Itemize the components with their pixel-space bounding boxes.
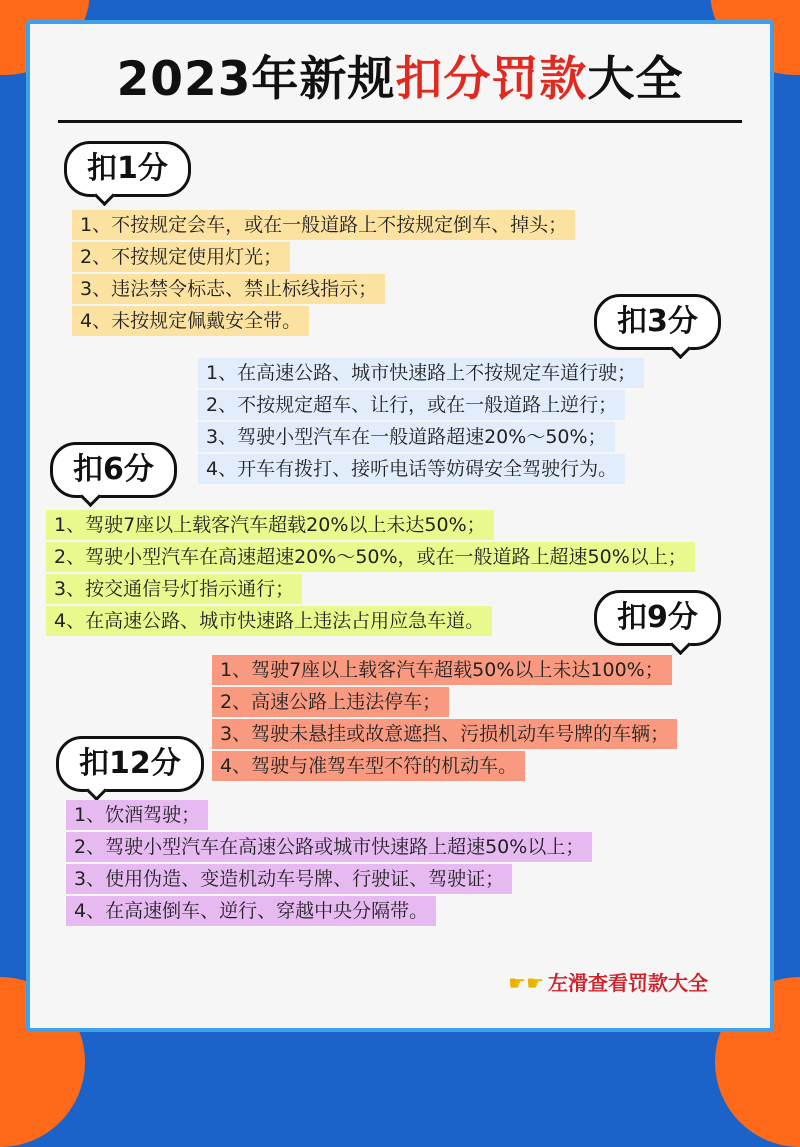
section-deduct-12 — [66, 800, 592, 928]
title-highlight: 扣分罚款 — [395, 52, 588, 107]
page-title — [40, 50, 760, 110]
badge-deduct-9: 扣9分 — [594, 590, 721, 646]
badge-deduct-3: 扣3分 — [594, 294, 721, 350]
list-item: 2、不按规定使用灯光； — [72, 242, 290, 272]
title-suffix: 大全 — [587, 52, 684, 107]
list-item: 1、驾驶7座以上载客汽车超载50%以上未达100%； — [212, 655, 672, 685]
title-divider — [58, 120, 742, 123]
list-item: 4、开车有拨打、接听电话等妨碍安全驾驶行为。 — [198, 454, 625, 484]
list-item: 1、不按规定会车，或在一般道路上不按规定倒车、掉头； — [72, 210, 575, 240]
list-item: 2、不按规定超车、让行，或在一般道路上逆行； — [198, 390, 625, 420]
badge-deduct-6: 扣6分 — [50, 442, 177, 498]
list-item: 4、在高速公路、城市快速路上违法占用应急车道。 — [46, 606, 492, 636]
pointing-hands-icon: ☛☛ — [508, 971, 544, 995]
list-item: 1、驾驶7座以上载客汽车超载20%以上未达50%； — [46, 510, 494, 540]
section-deduct-3 — [198, 358, 644, 486]
swipe-hint-text: 左滑查看罚款大全 — [548, 971, 708, 995]
badge-deduct-12: 扣12分 — [56, 736, 204, 792]
list-item: 2、驾驶小型汽车在高速超速20%～50%，或在一般道路上超速50%以上； — [46, 542, 695, 572]
section-deduct-1 — [72, 210, 575, 338]
list-item: 4、在高速倒车、逆行、穿越中央分隔带。 — [66, 896, 436, 926]
list-item: 3、驾驶小型汽车在一般道路超速20%～50%； — [198, 422, 615, 452]
list-item: 2、驾驶小型汽车在高速公路或城市快速路上超速50%以上； — [66, 832, 592, 862]
list-item: 4、未按规定佩戴安全带。 — [72, 306, 309, 336]
list-item: 3、按交通信号灯指示通行； — [46, 574, 302, 604]
list-item: 3、使用伪造、变造机动车号牌、行驶证、驾驶证； — [66, 864, 512, 894]
swipe-hint — [508, 967, 708, 996]
list-item: 1、在高速公路、城市快速路上不按规定车道行驶； — [198, 358, 644, 388]
list-item: 3、违法禁令标志、禁止标线指示； — [72, 274, 385, 304]
list-item: 3、驾驶未悬挂或故意遮挡、污损机动车号牌的车辆； — [212, 719, 677, 749]
list-item: 1、饮酒驾驶； — [66, 800, 208, 830]
section-deduct-9 — [212, 655, 677, 783]
badge-deduct-1: 扣1分 — [64, 141, 191, 197]
list-item: 2、高速公路上违法停车； — [212, 687, 449, 717]
list-item: 4、驾驶与准驾车型不符的机动车。 — [212, 751, 525, 781]
title-prefix: 2023年新规 — [116, 52, 396, 107]
